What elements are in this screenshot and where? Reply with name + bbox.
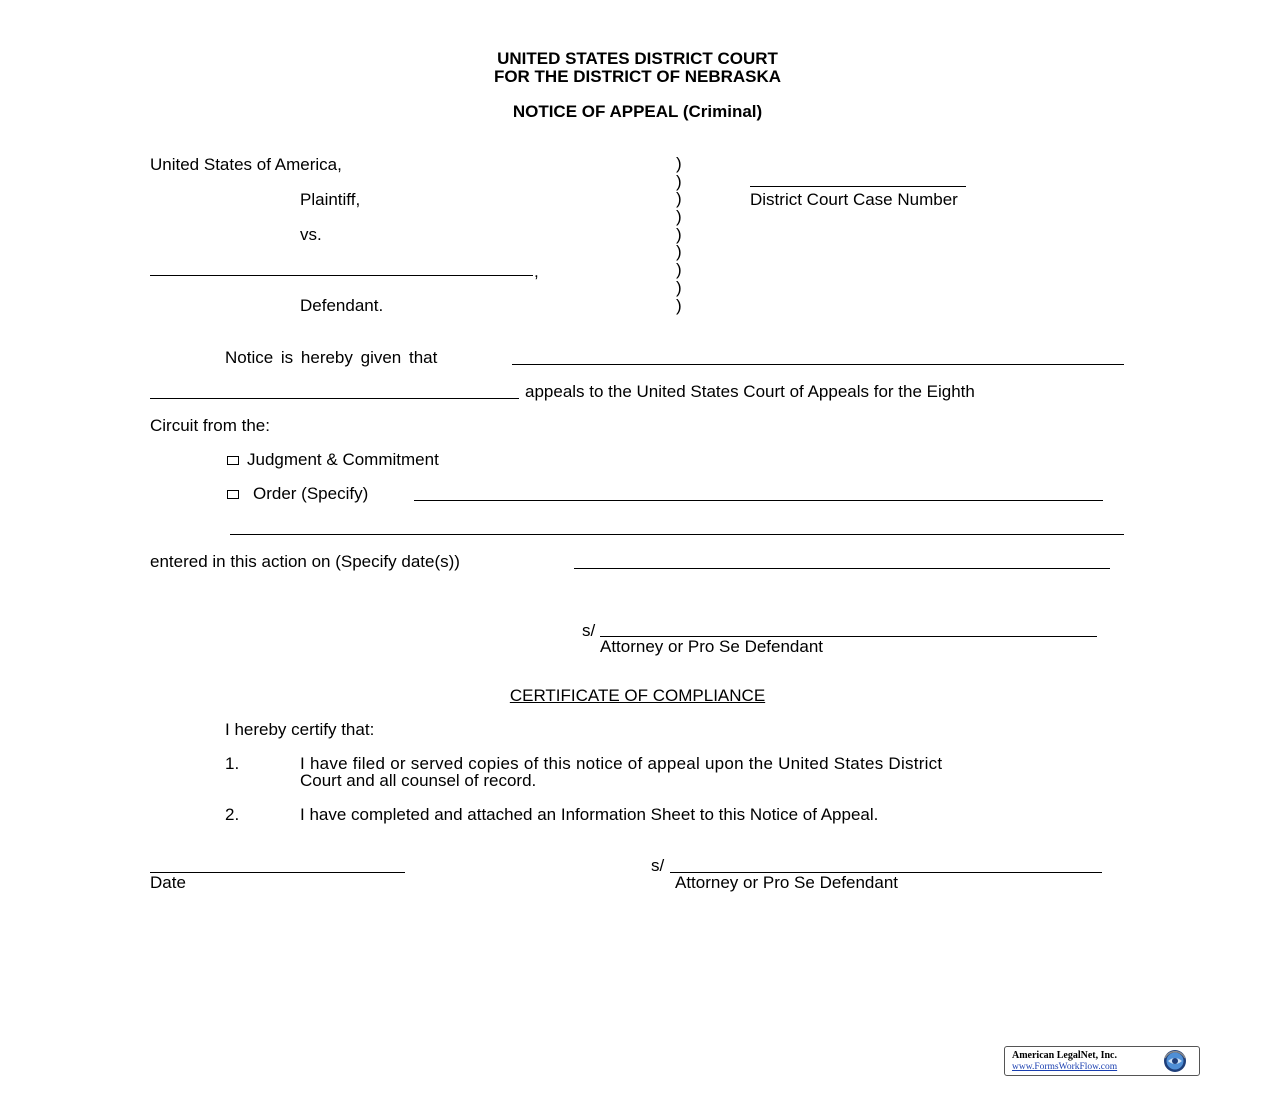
certificate-item-text-continued: Court and all counsel of record. (300, 771, 537, 790)
plaintiff-label: Plaintiff, (300, 190, 361, 209)
globe-logo-icon (1163, 1049, 1187, 1073)
case-number-field[interactable] (750, 186, 966, 187)
badge-company-name: American LegalNet, Inc. (1012, 1050, 1117, 1061)
entered-text: entered in this action on (Specify date(s)) (150, 552, 460, 571)
certificate-item-text: I have filed or served copies of this notice of appeal upon the United States District (300, 754, 943, 773)
judgment-commitment-label: Judgment & Commitment (247, 450, 439, 469)
plaintiff-name: United States of America, (150, 155, 342, 174)
circuit-text: Circuit from the: (150, 416, 270, 435)
notice-intro: Notice is hereby given that (225, 348, 438, 367)
order-specify-field[interactable] (414, 500, 1103, 501)
caption-parentheses: ) ) ) ) ) ) ) ) ) (676, 154, 682, 315)
appellant-name-field-continued[interactable] (150, 398, 519, 399)
signature-prefix-2: s/ (651, 856, 665, 875)
forms-workflow-badge[interactable] (1004, 1046, 1200, 1076)
attorney-signature-label-2: Attorney or Pro Se Defendant (675, 873, 899, 892)
versus-label: vs. (300, 225, 322, 244)
certificate-item-number: 2. (225, 805, 240, 824)
appeals-text: appeals to the United States Court of Appeals for the Eighth (525, 382, 975, 401)
certificate-intro: I hereby certify that: (225, 720, 375, 739)
certificate-item-number: 1. (225, 754, 240, 773)
certificate-title: CERTIFICATE OF COMPLIANCE (509, 686, 766, 705)
defendant-comma: , (534, 262, 539, 281)
order-specify-field-continued[interactable] (230, 534, 1124, 535)
judgment-commitment-checkbox[interactable] (227, 456, 239, 465)
date-label: Date (150, 873, 186, 892)
appellant-name-field[interactable] (512, 364, 1124, 365)
badge-url-link[interactable]: www.FormsWorkFlow.com (1012, 1062, 1118, 1072)
order-label: Order (Specify) (253, 484, 369, 503)
signature-prefix-1: s/ (582, 621, 596, 640)
court-name-line2: FOR THE DISTRICT OF NEBRASKA (493, 67, 782, 86)
case-number-label: District Court Case Number (750, 190, 958, 209)
form-title: NOTICE OF APPEAL (Criminal) (512, 102, 763, 121)
defendant-label: Defendant. (300, 296, 384, 315)
defendant-name-field[interactable] (150, 275, 533, 276)
attorney-signature-label-1: Attorney or Pro Se Defendant (600, 637, 824, 656)
court-name-line1: UNITED STATES DISTRICT COURT (497, 49, 778, 68)
order-checkbox[interactable] (227, 490, 239, 499)
entered-date-field[interactable] (574, 568, 1110, 569)
certificate-item-text: I have completed and attached an Information Sheet to this Notice of Appeal. (300, 805, 879, 824)
date-field[interactable] (150, 872, 405, 873)
